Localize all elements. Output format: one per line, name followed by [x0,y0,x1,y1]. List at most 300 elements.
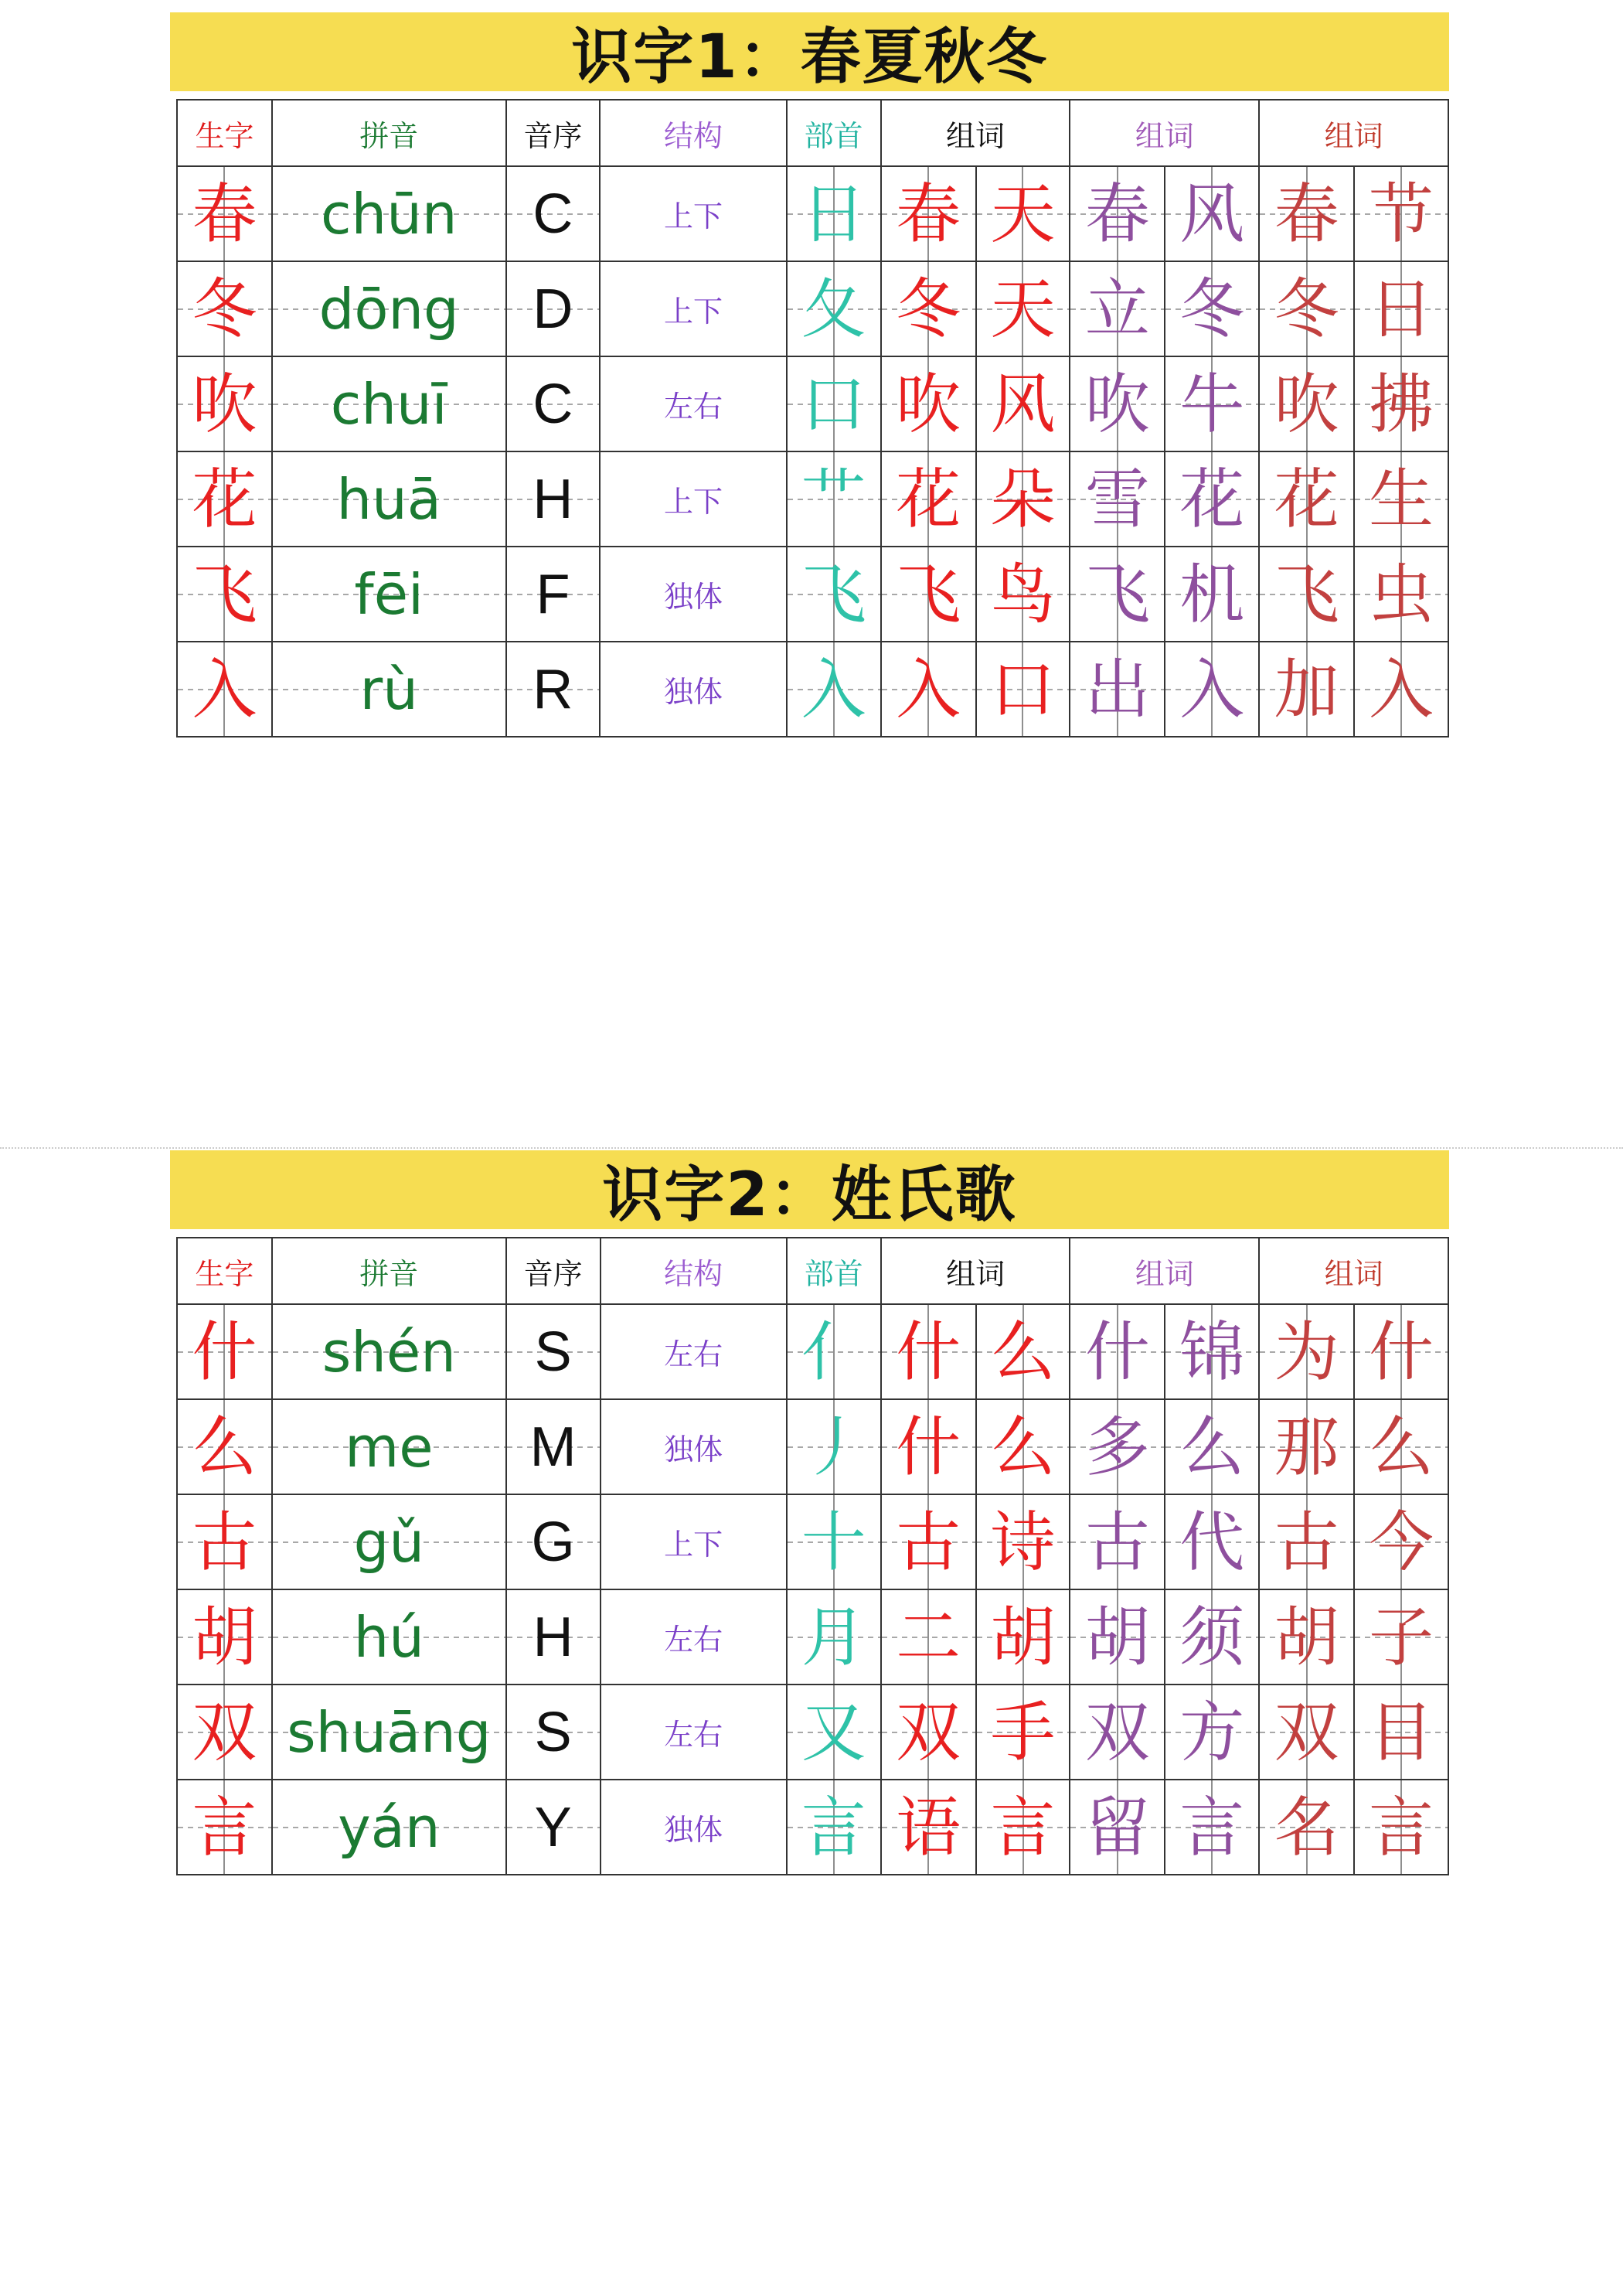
word-char: 双 [896,1694,961,1770]
word-char: 代 [1179,1504,1245,1580]
structure-cell [600,356,786,451]
lesson-title: 识字1：春夏秋冬 [571,22,1048,92]
word-cell [881,642,976,737]
order-cell [506,1685,601,1780]
radical-cell [787,261,881,356]
pinyin-cell [272,1685,506,1780]
table-row [177,547,1448,642]
initial-letter: F [536,563,570,625]
header-word-group-3: 组词 [1259,1238,1448,1304]
table-row [177,166,1448,261]
character: 花 [192,461,257,537]
word-cell [976,356,1070,451]
word-char: 花 [1179,461,1245,537]
word-cell [1165,547,1259,642]
word-cell [1259,356,1354,451]
pinyin: rù [359,656,418,722]
word-char: 子 [1369,1599,1434,1675]
word-char: 那 [1274,1409,1339,1485]
radical-cell [787,642,881,737]
initial-letter: G [531,1511,575,1573]
char-cell [177,1304,272,1399]
header-char: 生字 [177,100,272,166]
word-char: 么 [990,1409,1056,1485]
character: 入 [192,651,257,727]
pinyin-cell [272,1780,506,1875]
char-cell [177,451,272,547]
table-row [177,356,1448,451]
word-char: 入 [1369,651,1434,727]
char-cell [177,547,272,642]
word-cell [1354,642,1448,737]
word-char: 今 [1369,1504,1434,1580]
word-cell [1165,1304,1259,1399]
word-char: 言 [1179,1789,1245,1865]
word-char: 吹 [896,366,961,442]
structure: 独体 [664,580,723,614]
structure-cell [601,1685,787,1780]
word-cell [1165,451,1259,547]
radical: 飞 [801,556,866,632]
word-char: 立 [1084,271,1150,347]
word-char: 口 [990,651,1056,727]
char-cell [177,356,272,451]
radical: 口 [801,366,866,442]
word-cell [1070,1589,1165,1685]
word-char: 什 [1084,1313,1150,1390]
structure-cell [600,166,786,261]
word-cell [1354,1685,1448,1780]
word-char: 为 [1274,1313,1339,1390]
word-cell [1070,356,1165,451]
word-char: 么 [990,1313,1056,1390]
word-cell [976,1399,1070,1494]
word-cell [1354,1399,1448,1494]
word-char: 天 [990,175,1056,252]
word-cell [881,1304,976,1399]
initial-letter: D [532,278,573,340]
character: 言 [192,1789,257,1865]
word-char: 飞 [1274,556,1339,632]
table-row [177,1589,1448,1685]
word-cell [976,1685,1070,1780]
structure: 独体 [664,1813,723,1847]
word-cell [1070,547,1165,642]
word-char: 春 [1274,175,1339,252]
lesson-section-1 [170,12,1449,738]
radical: 丿 [801,1409,866,1485]
char-cell [177,1494,272,1589]
order-cell [506,547,601,642]
word-cell [881,356,976,451]
word-cell [1259,1304,1354,1399]
structure-cell [601,1780,787,1875]
word-char: 言 [990,1789,1056,1865]
word-cell [1070,261,1165,356]
structure-cell [601,1304,787,1399]
word-char: 天 [990,271,1056,347]
word-cell [1259,1685,1354,1780]
header-row [177,1238,1448,1304]
word-cell [1259,451,1354,547]
radical: 日 [801,175,866,252]
header-word-group-1: 组词 [881,1238,1070,1304]
word-cell [881,1399,976,1494]
word-cell [1354,1304,1448,1399]
pinyin-cell [272,1589,506,1685]
word-cell [881,1685,976,1780]
word-char: 飞 [1084,556,1150,632]
pinyin-cell [272,261,506,356]
structure: 左右 [664,1337,723,1371]
char-cell [177,642,272,737]
radical: 十 [801,1504,866,1580]
word-char: 机 [1179,556,1245,632]
word-char: 胡 [1274,1599,1339,1675]
structure-cell [601,1494,787,1589]
header-char: 生字 [177,1238,272,1304]
radical: 月 [801,1599,866,1675]
word-cell [1259,166,1354,261]
radical-cell [787,356,881,451]
word-cell [1354,547,1448,642]
word-cell [1070,1685,1165,1780]
word-char: 锦 [1179,1313,1245,1390]
word-cell [976,547,1070,642]
word-char: 春 [1084,175,1150,252]
structure-cell [600,547,786,642]
header-word-group-2: 组词 [1070,100,1259,166]
word-cell [1354,451,1448,547]
initial-letter: S [534,1701,572,1763]
radical-cell [787,451,881,547]
structure-cell [601,1399,787,1494]
character: 飞 [192,556,257,632]
word-cell [1070,451,1165,547]
word-char: 吹 [1274,366,1339,442]
character: 古 [192,1504,257,1580]
word-char: 出 [1084,651,1150,727]
order-cell [506,261,601,356]
pinyin: fēi [354,561,424,627]
word-cell [1354,356,1448,451]
character: 胡 [192,1599,257,1675]
pinyin: chūn [320,181,458,247]
initial-letter: H [532,1606,573,1668]
radical-cell [787,547,881,642]
word-cell [1259,1780,1354,1875]
initial-letter: Y [534,1796,572,1858]
initial-letter: C [532,182,573,245]
pinyin-cell [272,642,506,737]
table-row [177,451,1448,547]
structure-cell [600,642,786,737]
char-cell [177,1589,272,1685]
word-cell [1165,166,1259,261]
word-cell [976,1780,1070,1875]
structure-cell [600,451,786,547]
word-char: 牛 [1179,366,1245,442]
word-char: 鸟 [990,556,1056,632]
word-cell [1165,1685,1259,1780]
word-char: 入 [1179,651,1245,727]
word-char: 古 [1274,1504,1339,1580]
word-char: 吹 [1084,366,1150,442]
word-cell [881,547,976,642]
word-char: 冬 [896,271,961,347]
character: 么 [192,1409,257,1485]
word-cell [1165,356,1259,451]
pinyin: gǔ [353,1509,424,1575]
word-char: 二 [896,1599,961,1675]
word-char: 拂 [1369,366,1434,442]
initial-letter: R [532,658,573,720]
structure: 上下 [664,199,723,233]
word-cell [1165,1589,1259,1685]
word-cell [1354,166,1448,261]
word-char: 双 [1084,1694,1150,1770]
word-cell [881,166,976,261]
header-pinyin: 拼音 [272,100,506,166]
word-char: 节 [1369,175,1434,252]
word-char: 冬 [1179,271,1245,347]
char-cell [177,166,272,261]
word-cell [1354,1589,1448,1685]
order-cell [506,1494,601,1589]
word-char: 生 [1369,461,1434,537]
radical: 夂 [801,271,866,347]
word-char: 方 [1179,1694,1245,1770]
pinyin: shuāng [287,1699,492,1765]
char-cell [177,1780,272,1875]
character: 吹 [192,366,257,442]
pinyin: yán [338,1794,441,1860]
word-char: 名 [1274,1789,1339,1865]
pinyin-cell [272,356,506,451]
word-cell [1354,1494,1448,1589]
table-row [177,1399,1448,1494]
lesson-title: 识字2：姓氏歌 [602,1160,1017,1230]
radical: 言 [801,1789,866,1865]
word-char: 胡 [990,1599,1056,1675]
header-structure: 结构 [600,100,786,166]
order-cell [506,1399,601,1494]
lesson-title-bar [170,1150,1449,1229]
word-char: 诗 [990,1504,1056,1580]
header-structure: 结构 [601,1238,787,1304]
order-cell [506,1589,601,1685]
structure: 上下 [664,295,723,329]
char-cell [177,261,272,356]
character: 什 [192,1313,257,1390]
character-table [176,1237,1449,1875]
initial-letter: C [532,373,573,435]
order-cell [506,356,601,451]
radical-cell [787,1304,881,1399]
word-char: 留 [1084,1789,1150,1865]
table-row [177,1780,1448,1875]
word-cell [1165,1780,1259,1875]
word-char: 日 [1369,271,1434,347]
order-cell [506,166,601,261]
structure-cell [601,1589,787,1685]
word-cell [881,261,976,356]
word-cell [1259,547,1354,642]
header-row [177,100,1448,166]
word-cell [1259,1399,1354,1494]
header-word-group-1: 组词 [881,100,1070,166]
word-cell [976,1304,1070,1399]
table-row [177,261,1448,356]
word-char: 花 [1274,461,1339,537]
order-cell [506,642,601,737]
word-cell [1070,1494,1165,1589]
initial-letter: H [532,468,573,530]
word-char: 语 [896,1789,961,1865]
pinyin-cell [272,451,506,547]
word-cell [976,166,1070,261]
pinyin: shén [322,1319,456,1385]
radical: 艹 [801,461,866,537]
table-row [177,642,1448,737]
word-cell [1070,1399,1165,1494]
word-cell [881,1589,976,1685]
pinyin-cell [272,547,506,642]
word-char: 么 [1179,1409,1245,1485]
word-char: 么 [1369,1409,1434,1485]
word-cell [1259,261,1354,356]
word-char: 双 [1274,1694,1339,1770]
word-cell [1165,642,1259,737]
word-cell [881,451,976,547]
structure: 左右 [664,1718,723,1752]
character: 春 [192,175,257,252]
order-cell [506,1304,601,1399]
table-row [177,1494,1448,1589]
order-cell [506,451,601,547]
radical: 入 [801,651,866,727]
word-cell [976,1494,1070,1589]
pinyin: hú [353,1604,424,1670]
word-char: 雪 [1084,461,1150,537]
word-char: 加 [1274,651,1339,727]
structure: 上下 [664,1528,723,1562]
word-char: 古 [1084,1504,1150,1580]
character-table [176,99,1449,738]
radical: 又 [801,1694,866,1770]
radical-cell [787,1589,881,1685]
word-cell [1354,261,1448,356]
structure: 上下 [664,485,723,519]
word-cell [1070,166,1165,261]
character: 冬 [192,271,257,347]
word-cell [1354,1780,1448,1875]
structure-cell [600,261,786,356]
word-char: 花 [896,461,961,537]
word-char: 春 [896,175,961,252]
word-char: 风 [990,366,1056,442]
radical-cell [787,1399,881,1494]
structure: 左右 [664,390,723,424]
word-char: 目 [1369,1694,1434,1770]
word-cell [976,642,1070,737]
radical-cell [787,1494,881,1589]
table-row [177,1685,1448,1780]
structure: 独体 [664,1432,723,1467]
word-char: 什 [896,1409,961,1485]
char-cell [177,1399,272,1494]
header-pinyin: 拼音 [272,1238,506,1304]
radical-cell [787,1780,881,1875]
word-cell [1259,1589,1354,1685]
header-radical: 部首 [787,100,881,166]
word-cell [1070,642,1165,737]
char-cell [177,1685,272,1780]
word-char: 言 [1369,1789,1434,1865]
structure: 左右 [664,1623,723,1657]
word-char: 什 [896,1313,961,1390]
word-cell [976,451,1070,547]
pinyin-cell [272,1494,506,1589]
radical-cell [787,1685,881,1780]
word-cell [976,261,1070,356]
table-row [177,1304,1448,1399]
word-char: 飞 [896,556,961,632]
word-cell [1070,1304,1165,1399]
lesson-section-2 [170,1150,1449,1875]
header-order: 音序 [506,1238,601,1304]
word-char: 多 [1084,1409,1150,1485]
pinyin: huā [336,466,441,532]
pinyin-cell [272,1399,506,1494]
pinyin: chuī [330,371,447,437]
word-cell [1165,1494,1259,1589]
header-word-group-3: 组词 [1259,100,1448,166]
word-cell [1259,642,1354,737]
word-cell [1165,261,1259,356]
structure: 独体 [664,675,723,709]
word-cell [1165,1399,1259,1494]
lesson-title-bar [170,12,1449,91]
pinyin-cell [272,1304,506,1399]
word-char: 手 [990,1694,1056,1770]
word-cell [976,1589,1070,1685]
word-char: 什 [1369,1313,1434,1390]
word-char: 虫 [1369,556,1434,632]
word-char: 风 [1179,175,1245,252]
initial-letter: S [534,1320,572,1383]
word-char: 朵 [990,461,1056,537]
initial-letter: M [529,1415,577,1478]
pinyin: dōng [318,276,459,342]
radical-cell [787,166,881,261]
word-char: 须 [1179,1599,1245,1675]
word-cell [881,1780,976,1875]
header-radical: 部首 [787,1238,881,1304]
word-char: 入 [896,651,961,727]
header-order: 音序 [506,100,601,166]
word-char: 冬 [1274,271,1339,347]
word-cell [1070,1780,1165,1875]
word-char: 胡 [1084,1599,1150,1675]
radical: 亻 [801,1313,866,1390]
pinyin-cell [272,166,506,261]
word-char: 古 [896,1504,961,1580]
header-word-group-2: 组词 [1070,1238,1259,1304]
word-cell [1259,1494,1354,1589]
character: 双 [192,1694,257,1770]
word-cell [881,1494,976,1589]
